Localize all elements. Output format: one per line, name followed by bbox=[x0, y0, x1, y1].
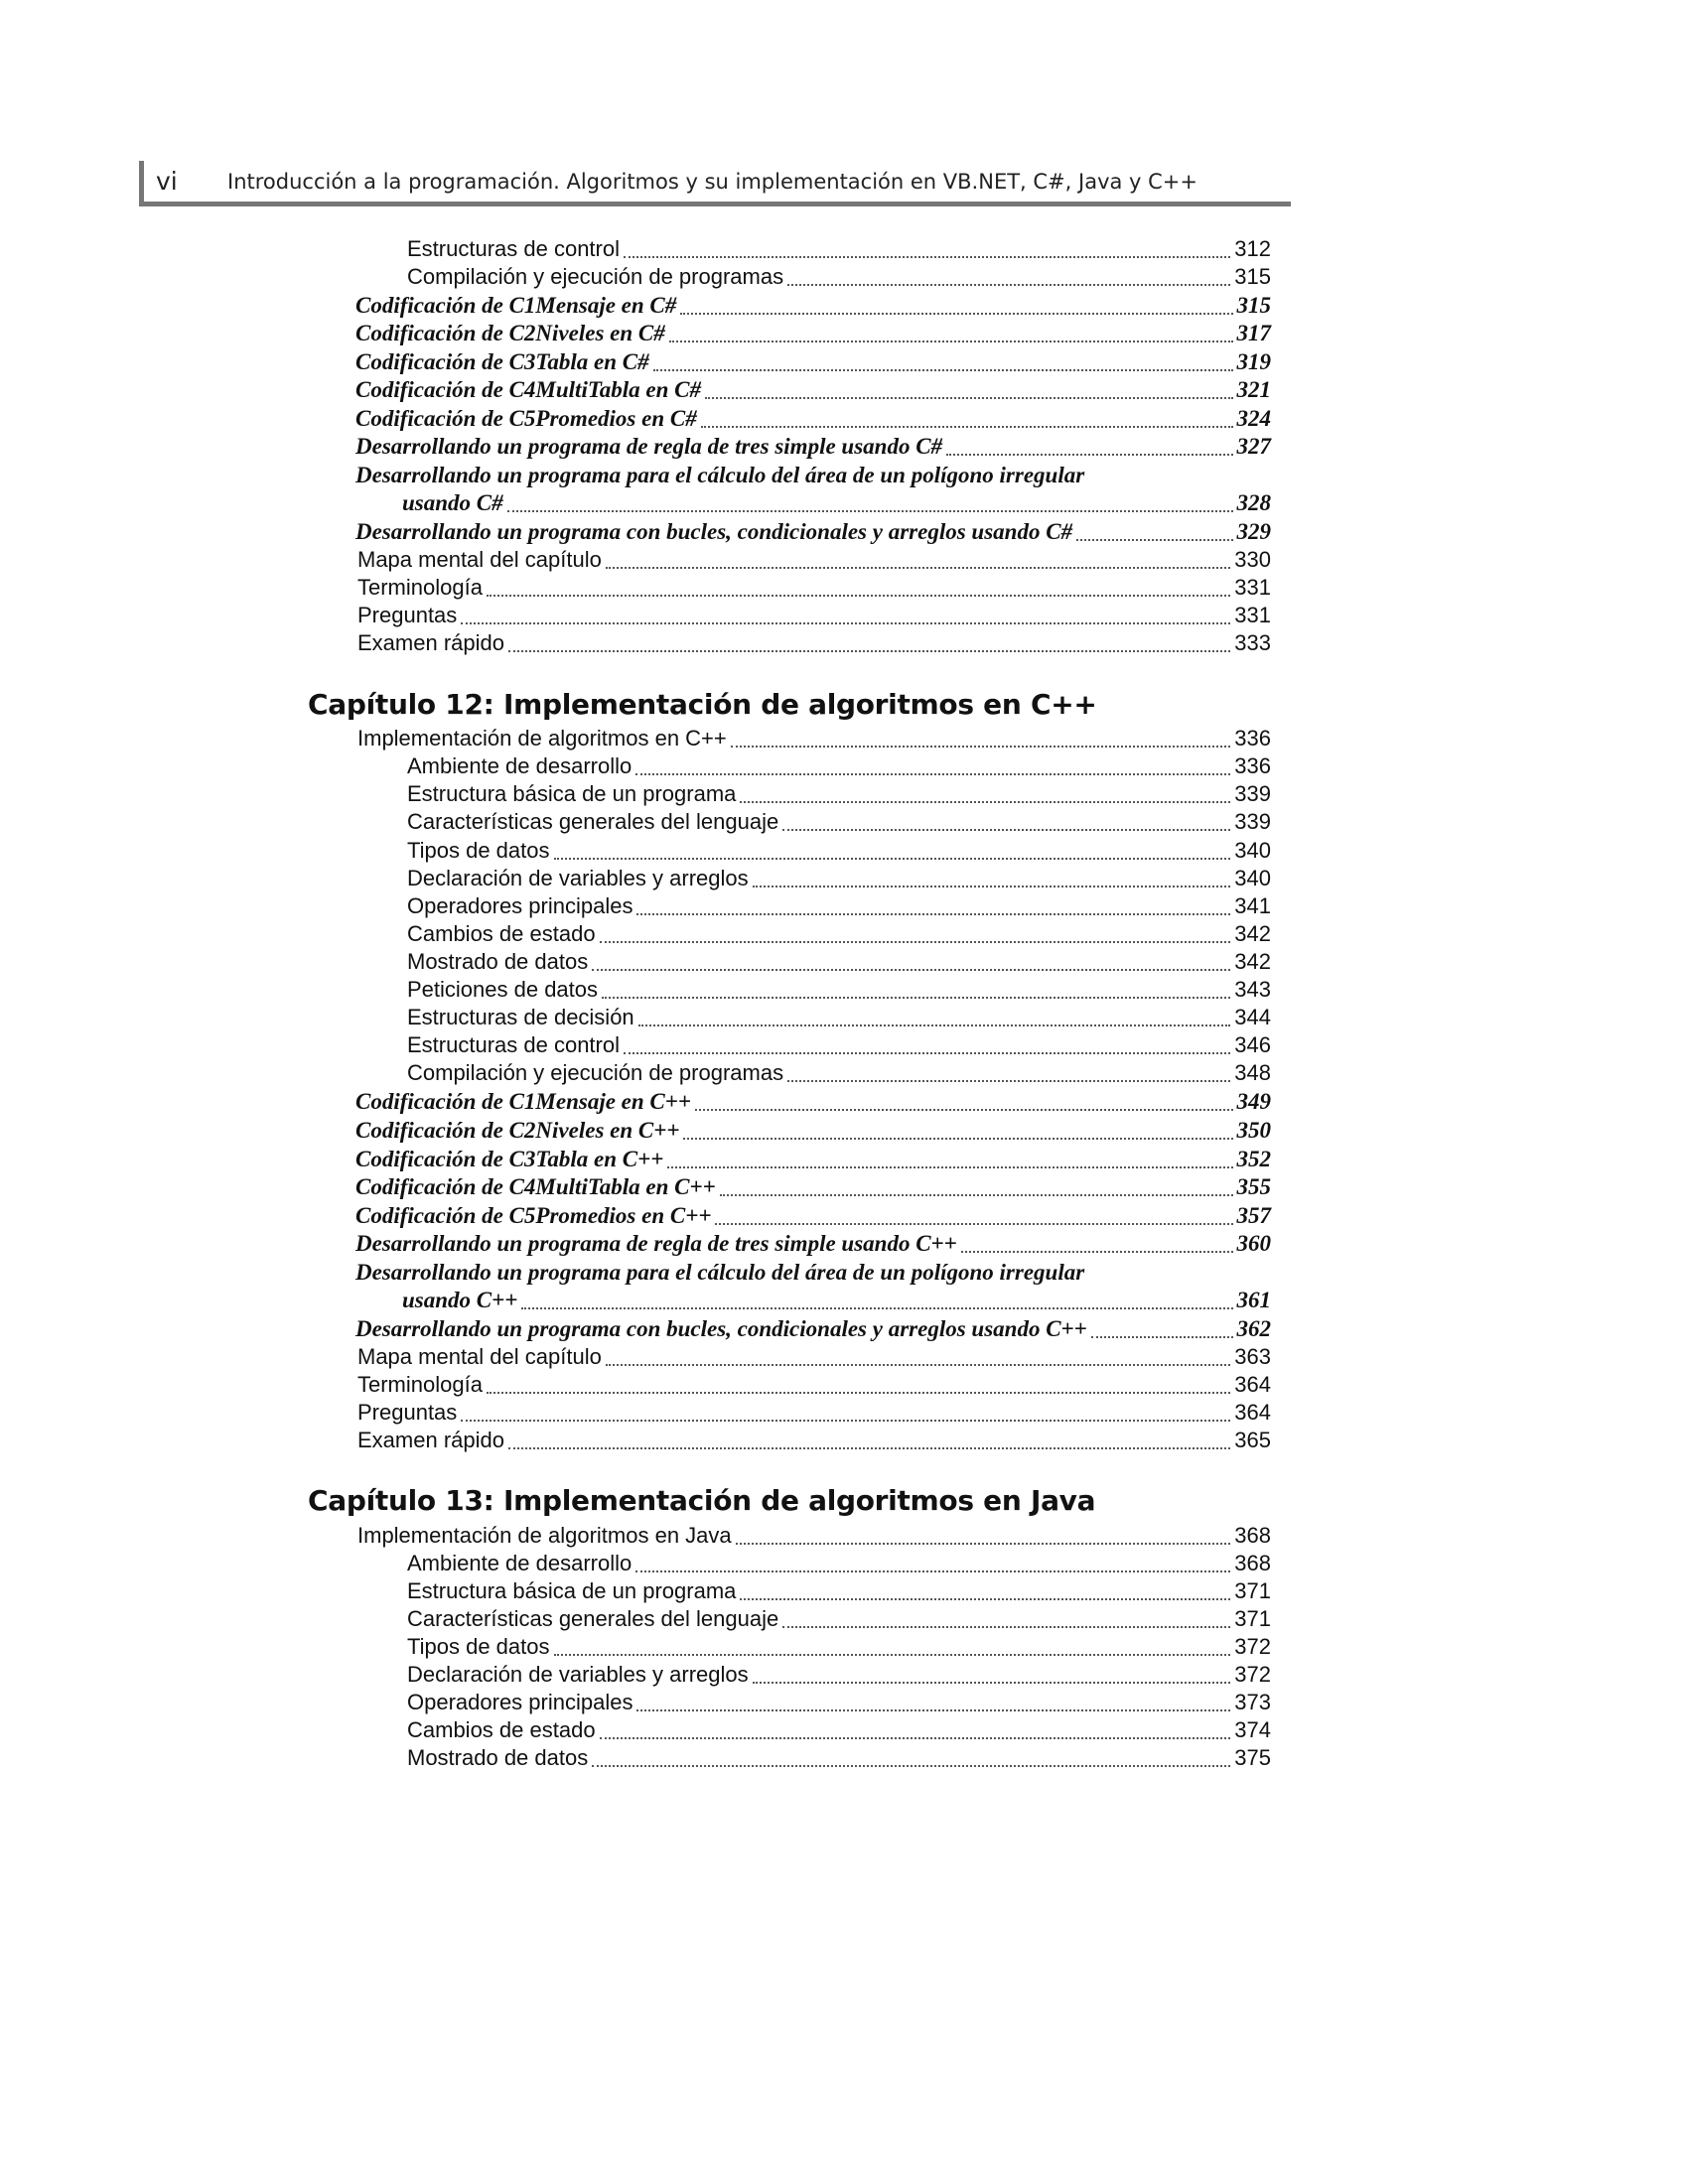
toc-entry: Tipos de datos 340 bbox=[407, 838, 1271, 863]
toc-entry: Terminología 364 bbox=[357, 1372, 1271, 1397]
toc-entry: Cambios de estado 342 bbox=[407, 921, 1271, 946]
toc-entry: Mapa mental del capítulo 330 bbox=[357, 547, 1271, 572]
toc-entry: Codificación de C5Promedios en C# 324 bbox=[355, 406, 1271, 431]
toc-entry: Codificación de C5Promedios en C++ 357 bbox=[355, 1203, 1271, 1228]
toc-entry: Mapa mental del capítulo 363 bbox=[357, 1344, 1271, 1369]
toc-entry: Declaración de variables y arreglos 340 bbox=[407, 866, 1271, 890]
toc-entry: Peticiones de datos 343 bbox=[407, 977, 1271, 1002]
toc-entry: Estructuras de control 346 bbox=[407, 1032, 1271, 1057]
toc-entry: Codificación de C4MultiTabla en C# 321 bbox=[355, 377, 1271, 402]
toc-entry: Implementación de algoritmos en C++ 336 bbox=[357, 726, 1271, 751]
toc-entry: usando C# 328 bbox=[402, 490, 1271, 515]
toc-entry: Codificación de C4MultiTabla en C++ 355 bbox=[355, 1174, 1271, 1199]
toc-entry: Estructuras de decisión 344 bbox=[407, 1005, 1271, 1029]
toc-entry: Compilación y ejecución de programas 315 bbox=[407, 264, 1271, 289]
book-title: Introducción a la programación. Algoritmos y su implementación en VB.NET, C#, Java y C++ bbox=[227, 170, 1197, 194]
toc-entry: Estructura básica de un programa 371 bbox=[407, 1578, 1271, 1603]
toc-entry: Características generales del lenguaje 339 bbox=[407, 809, 1271, 834]
toc-entry: Operadores principales 341 bbox=[407, 893, 1271, 918]
toc-entry: Mostrado de datos 375 bbox=[407, 1745, 1271, 1770]
toc-entry: Compilación y ejecución de programas 348 bbox=[407, 1060, 1271, 1085]
toc-entry: Ambiente de desarrollo 368 bbox=[407, 1551, 1271, 1575]
toc-entry-line1: Desarrollando un programa para el cálculo del área de un polígono irregular bbox=[355, 1260, 1085, 1285]
toc-entry: Codificación de C1Mensaje en C# 315 bbox=[355, 293, 1271, 318]
toc-entry: Codificación de C3Tabla en C++ 352 bbox=[355, 1147, 1271, 1171]
running-header bbox=[139, 161, 1291, 206]
toc-entry-line1: Desarrollando un programa para el cálculo del área de un polígono irregular bbox=[355, 463, 1085, 487]
toc-entry: Implementación de algoritmos en Java 368 bbox=[357, 1523, 1271, 1548]
toc-entry: usando C++ 361 bbox=[402, 1288, 1271, 1312]
toc-entry: Examen rápido 333 bbox=[357, 630, 1271, 655]
toc-entry: Ambiente de desarrollo 336 bbox=[407, 753, 1271, 778]
toc-entry: Desarrollando un programa de regla de tres simple usando C# 327 bbox=[355, 434, 1271, 459]
toc-entry: Codificación de C2Niveles en C++ 350 bbox=[355, 1118, 1271, 1143]
toc-entry: Características generales del lenguaje 371 bbox=[407, 1606, 1271, 1631]
toc-entry: Codificación de C2Niveles en C# 317 bbox=[355, 321, 1271, 345]
toc-entry: Declaración de variables y arreglos 372 bbox=[407, 1662, 1271, 1687]
toc-entry: Terminología 331 bbox=[357, 575, 1271, 600]
toc-entry: Desarrollando un programa con bucles, condicionales y arreglos usando C++ 362 bbox=[355, 1316, 1271, 1341]
toc-entry: Codificación de C3Tabla en C# 319 bbox=[355, 349, 1271, 374]
toc-entry: Tipos de datos 372 bbox=[407, 1634, 1271, 1659]
toc-entry: Estructuras de control 312 bbox=[407, 236, 1271, 261]
toc-entry: Desarrollando un programa con bucles, condicionales y arreglos usando C# 329 bbox=[355, 519, 1271, 544]
toc-entry: Preguntas 331 bbox=[357, 603, 1271, 627]
toc-entry: Operadores principales 373 bbox=[407, 1690, 1271, 1714]
page-number: vi bbox=[156, 167, 178, 196]
toc-entry: Estructura básica de un programa 339 bbox=[407, 781, 1271, 806]
chapter-title: Capítulo 12: Implementación de algoritmos en C++ bbox=[308, 688, 1097, 721]
toc-entry: Examen rápido 365 bbox=[357, 1428, 1271, 1452]
chapter-title: Capítulo 13: Implementación de algoritmos en Java bbox=[308, 1484, 1096, 1517]
toc-entry: Preguntas 364 bbox=[357, 1400, 1271, 1425]
toc-entry: Cambios de estado 374 bbox=[407, 1717, 1271, 1742]
toc-entry: Desarrollando un programa de regla de tres simple usando C++ 360 bbox=[355, 1231, 1271, 1256]
toc-entry: Mostrado de datos 342 bbox=[407, 949, 1271, 974]
toc-entry: Codificación de C1Mensaje en C++ 349 bbox=[355, 1089, 1271, 1114]
